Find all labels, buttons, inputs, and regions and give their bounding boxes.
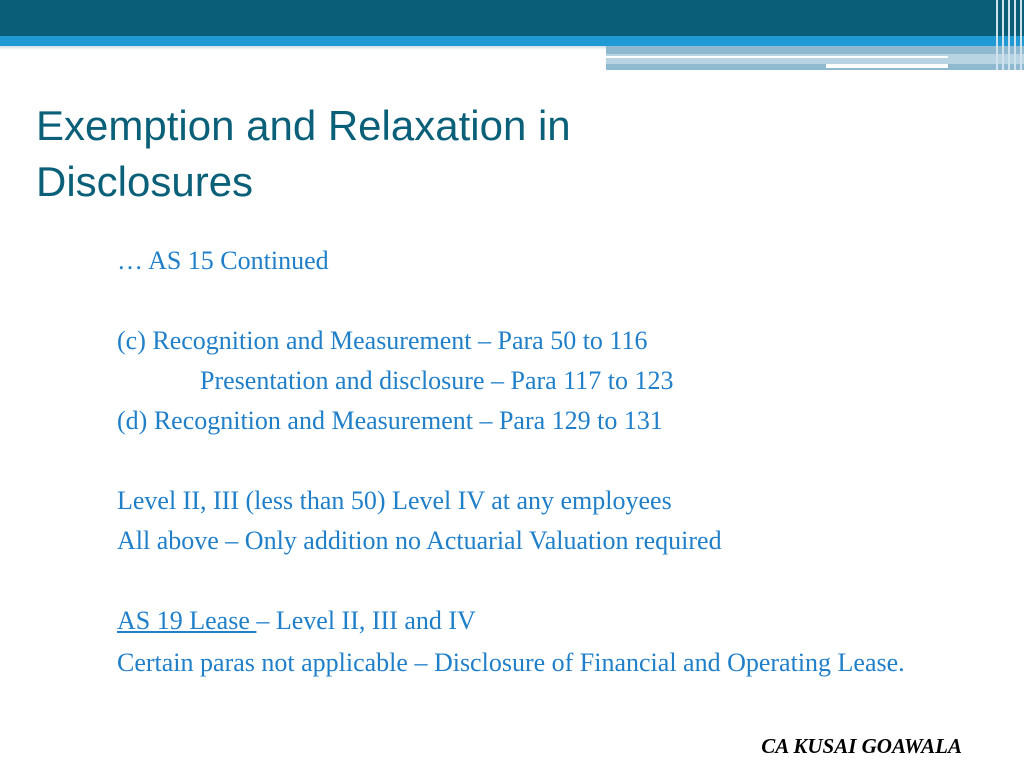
- header-tab-thin-line: [606, 56, 948, 58]
- header-stripes: [994, 0, 1024, 70]
- header-light-band: [0, 36, 1024, 46]
- item-c-presentation-line: Presentation and disclosure – Para 117 to 123: [200, 366, 674, 395]
- as19-rest: – Level II, III and IV: [256, 606, 476, 635]
- item-d-line: (d) Recognition and Measurement – Para 129 to 131: [117, 406, 663, 435]
- continued-line: … AS 15 Continued: [117, 246, 329, 275]
- as19-line: [117, 606, 476, 636]
- all-above-line: All above – Only addition no Actuarial Valuation required: [117, 526, 722, 555]
- header-dark-band: [0, 0, 1024, 36]
- levels-line: Level II, III (less than 50) Level IV at any employees: [117, 486, 672, 515]
- footer-author: CA KUSAI GOAWALA: [761, 734, 962, 758]
- header-tab-accent: [826, 64, 948, 68]
- header-decoration: [0, 0, 1024, 50]
- item-c-line: (c) Recognition and Measurement – Para 50 to 116: [117, 326, 648, 355]
- as19-lease-link[interactable]: AS 19 Lease: [117, 606, 257, 635]
- slide-title: Exemption and Relaxation in Disclosures: [36, 102, 571, 205]
- certain-paras-line: Certain paras not applicable – Disclosure of Financial and Operating Lease.: [117, 648, 905, 677]
